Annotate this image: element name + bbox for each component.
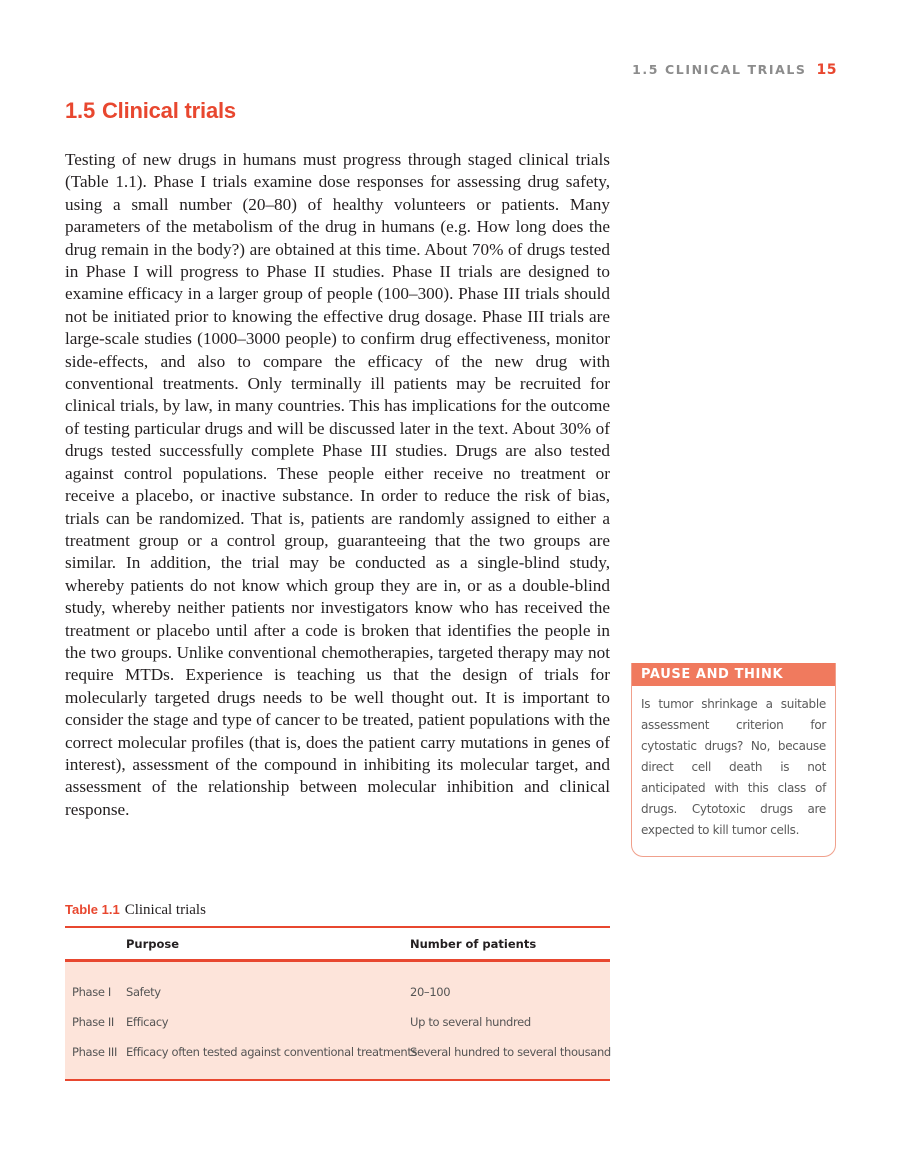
- running-head-section: 1.5 CLINICAL TRIALS: [632, 62, 807, 77]
- table-row: [65, 1045, 610, 1065]
- table-caption: [65, 902, 206, 919]
- cell-patients: 20–100: [410, 985, 451, 999]
- table-body: [65, 962, 610, 1079]
- cell-phase: Phase III: [72, 1045, 118, 1059]
- table-label: Table 1.1: [65, 902, 120, 917]
- cell-purpose: Efficacy: [126, 1015, 169, 1029]
- table-caption-text: Clinical trials: [124, 902, 206, 918]
- cell-purpose: Efficacy often tested against conventional treatments: [126, 1045, 418, 1059]
- cell-patients: Several hundred to several thousand: [410, 1045, 611, 1059]
- page-number: 15: [816, 62, 837, 78]
- table-header: [65, 928, 610, 959]
- table-row: [65, 1015, 610, 1035]
- section-title: [65, 98, 236, 124]
- cell-phase: Phase I: [72, 985, 111, 999]
- table-bottom-rule: [65, 1079, 610, 1081]
- cell-purpose: Safety: [126, 985, 161, 999]
- section-number: 1.5: [65, 98, 95, 123]
- header-purpose: Purpose: [126, 937, 180, 951]
- cell-patients: Up to several hundred: [410, 1015, 531, 1029]
- cell-phase: Phase II: [72, 1015, 114, 1029]
- clinical-trials-table: [65, 926, 610, 1081]
- pause-and-think-box: [631, 663, 836, 857]
- sidebar-text: Is tumor shrinkage a suitable assessment criterion for cytostatic drugs? No, because direct cell death is not anticipated with this class of drugs. Cytotoxic drugs are expected to kill tumor cells.: [641, 697, 826, 837]
- header-patients: Number of patients: [410, 937, 537, 951]
- table-row: [65, 985, 610, 1005]
- running-head: [632, 62, 837, 78]
- sidebar-heading: PAUSE AND THINK: [632, 663, 835, 686]
- body-paragraph: Testing of new drugs in humans must progress through staged clinical trials (Table 1.1). Phase I trials examine dose responses for assessing drug safety, using a small number (20–80) of healthy volunteers or patients. Many parameters of the metabolism of the drug in humans (e.g. How long does the drug remain in the body?) are obtained at this time. About 70% of drugs tested in Phase I will progress to Phase II studies. Phase II trials are designed to examine efficacy in a larger group of people (100–300). Phase III trials should not be initiated prior to knowing the effective drug dosage. Phase III trials are large-scale studies (1000–3000 people) to confirm drug effectiveness, monitor side-effects, and also to compare the efficacy of the new drug with conventional treatments. Only terminally ill patients may be recruited for clinical trials, by law, in many countries. This has implications for the outcome of testing particular drugs and will be discussed later in the text. About 30% of drugs tested successfully complete Phase III studies. Drugs are also tested against control populations. These people either receive no treatment or receive a placebo, or inactive substance. In order to reduce the risk of bias, trials can be randomized. That is, patients are randomly assigned to either a treatment group or a control group, guaranteeing that the two groups are similar. In addition, the trial may be conducted as a single-blind study, whereby patients do not know which group they are in, or as a double-blind study, whereby neither patients nor investigators know who has received the treatment or placebo until after a code is broken that identifies the people in the two groups. Unlike conventional chemotherapies, targeted therapy may not require MTDs. Experience is teaching us that the design of trials for molecularly targeted drugs needs to be well thought out. It is important to consider the stage and type of cancer to be treated, patient populations with the correct molecular profiles (that is, does the patient carry mutations in genes of interest), assessment of the compound in inhibiting its molecular target, and assessment of the relationship between molecular inhibition and clinical response.: [65, 150, 610, 819]
- section-title-text: Clinical trials: [101, 98, 236, 123]
